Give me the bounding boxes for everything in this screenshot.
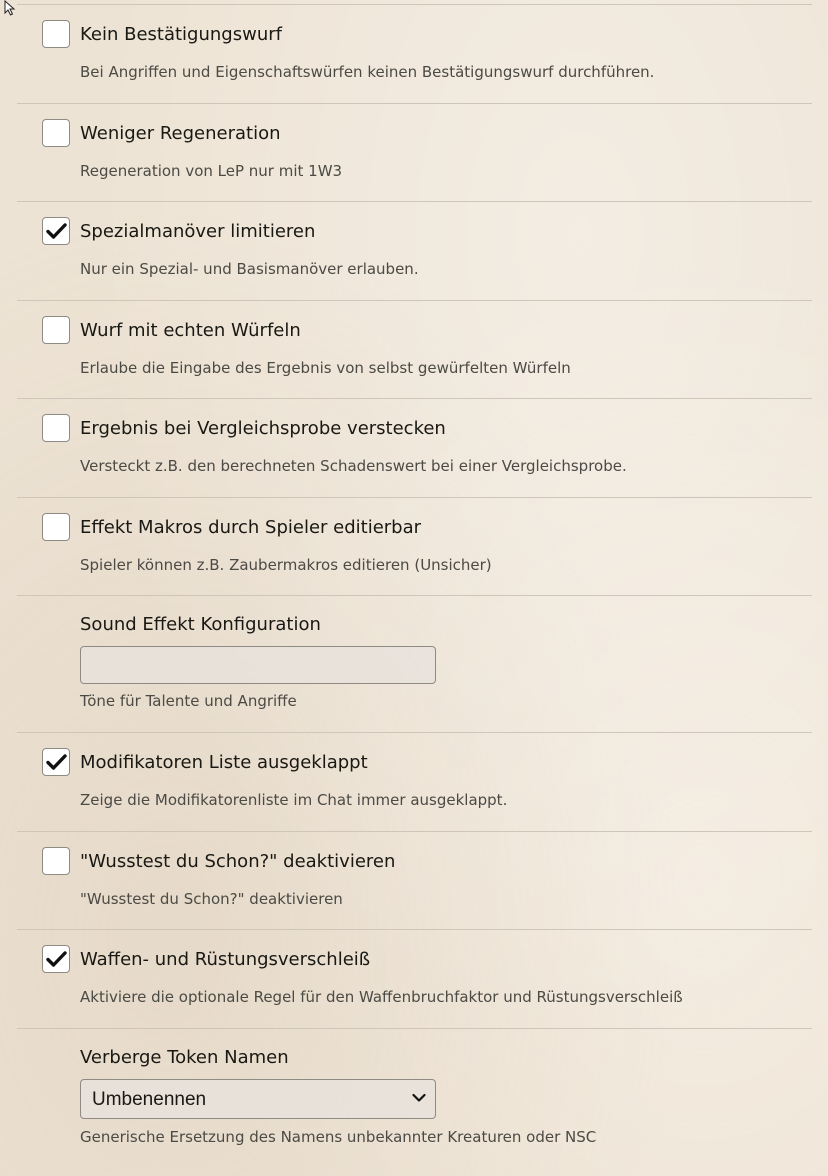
setting-waffen-ruestungsverschleiss	[17, 930, 812, 1029]
checkbox-weniger-regeneration[interactable]	[42, 119, 70, 147]
setting-label: Waffen- und Rüstungsverschleiß	[80, 949, 371, 970]
checkbox-modifikatoren-liste[interactable]	[42, 748, 70, 776]
setting-label: Spezialmanöver limitieren	[80, 221, 316, 242]
checkmark-icon	[46, 222, 67, 240]
checkbox-kein-bestaetigungswurf[interactable]	[42, 20, 70, 48]
setting-spezialmanoever-limitieren	[17, 202, 812, 301]
checkbox-ergebnis-verstecken[interactable]	[42, 414, 70, 442]
checkmark-icon	[46, 753, 67, 771]
select-value: Umbenennen	[92, 1088, 207, 1110]
setting-label: Wurf mit echten Würfeln	[80, 319, 301, 341]
token-name-select[interactable]	[80, 1079, 436, 1119]
checkbox-effekt-makros-editierbar[interactable]	[42, 513, 70, 541]
checkbox-spezialmanoever-limitieren[interactable]	[42, 217, 70, 245]
checkmark-icon	[46, 950, 67, 968]
sound-config-input[interactable]	[80, 646, 436, 684]
setting-hint: Zeige die Modifikatorenliste im Chat immer ausgeklappt.	[80, 791, 508, 809]
setting-hint: "Wusstest du Schon?" deaktivieren	[80, 889, 343, 908]
setting-label: Verberge Token Namen	[80, 1046, 289, 1068]
setting-wurf-mit-echten-wuerfeln	[17, 301, 812, 400]
setting-hint: Erlaube die Eingabe des Ergebnis von selbst gewürfelten Würfeln	[80, 358, 571, 377]
mouse-pointer-icon	[4, 0, 18, 16]
checkbox-waffen-ruestungsverschleiss[interactable]	[42, 945, 70, 973]
setting-kein-bestaetigungswurf	[17, 5, 812, 104]
settings-list	[17, 4, 812, 1176]
setting-label: Effekt Makros durch Spieler editierbar	[80, 516, 422, 538]
setting-label: Kein Bestätigungswurf	[80, 24, 282, 45]
setting-weniger-regeneration	[17, 104, 812, 203]
setting-hint: Aktiviere die optionale Regel für den Waffenbruchfaktor und Rüstungsverschleiß	[80, 988, 683, 1006]
setting-hint: Versteckt z.B. den berechneten Schadenswert bei einer Vergleichsprobe.	[80, 457, 627, 475]
setting-verberge-token-namen	[17, 1029, 812, 1176]
setting-hint: Bei Angriffen und Eigenschaftswürfen keinen Bestätigungswurf durchführen.	[80, 63, 655, 81]
checkbox-wurf-mit-echten-wuerfeln[interactable]	[42, 316, 70, 344]
setting-wusstest-du-schon	[17, 832, 812, 931]
setting-label: Modifikatoren Liste ausgeklappt	[80, 752, 368, 773]
setting-hint: Spieler können z.B. Zaubermakros editieren (Unsicher)	[80, 555, 492, 574]
setting-label: Weniger Regeneration	[80, 122, 281, 144]
setting-modifikatoren-liste	[17, 733, 812, 832]
setting-ergebnis-verstecken	[17, 399, 812, 498]
setting-sound-effekt-konfiguration	[17, 596, 812, 733]
setting-hint: Generische Ersetzung des Namens unbekannter Kreaturen oder NSC	[80, 1127, 597, 1146]
setting-label: Sound Effekt Konfiguration	[80, 614, 321, 635]
setting-hint: Nur ein Spezial- und Basismanöver erlauben.	[80, 260, 419, 278]
setting-hint: Töne für Talente und Angriffe	[80, 692, 297, 710]
setting-hint: Regeneration von LeP nur mit 1W3	[80, 161, 343, 180]
setting-label: "Wusstest du Schon?" deaktivieren	[80, 850, 396, 872]
setting-effekt-makros-editierbar	[17, 498, 812, 597]
setting-label: Ergebnis bei Vergleichsprobe verstecken	[80, 418, 446, 439]
checkbox-wusstest-du-schon[interactable]	[42, 847, 70, 875]
chevron-down-icon	[412, 1093, 426, 1103]
